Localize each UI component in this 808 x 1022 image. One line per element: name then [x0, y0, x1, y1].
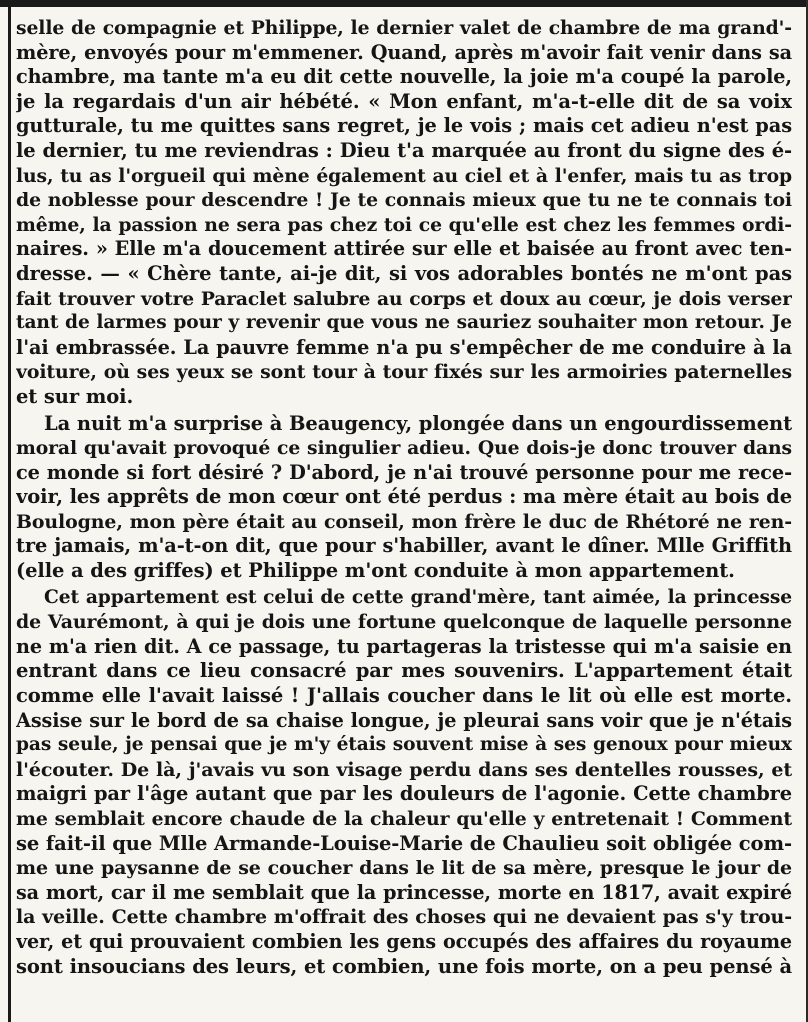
text-line: ver, et qui prouvaient combien les gens occupés des affaires du royaume — [16, 929, 792, 953]
text-line: de noblesse pour descendre ! Je te connais mieux que tu ne te connais toi — [16, 189, 792, 212]
text-line: selle de compagnie et Philippe, le dernier valet de chambre de ma grand'- — [16, 17, 792, 39]
text-line: même, la passion ne sera pas chez toi ce qu'elle est chez les femmes ordi- — [16, 213, 792, 236]
text-line: Boulogne, mon père était au conseil, mon frère le duc de Rhétoré ne ren- — [16, 510, 792, 533]
text-line: comme elle l'avait laissé ! J'allais coucher dans le lit où elle est morte. — [16, 684, 792, 708]
text-line: lus, tu as l'orgueil qui mène également au ciel et à l'enfer, mais tu as trop — [16, 164, 792, 187]
text-line: l'écouter. De là, j'avais vu son visage perdu dans ses dentelles rousses, et — [16, 758, 792, 781]
text-line: me une paysanne de se coucher dans le lit de sa mère, presque le jour de — [16, 857, 792, 880]
text-column — [16, 14, 792, 1018]
text-line: naires. » Elle m'a doucement attirée sur elle et baisée au front avec ten- — [16, 237, 792, 261]
text-line: Cet appartement est celui de cette grand'mère, tant aimée, la princesse — [44, 586, 792, 608]
text-line: moral qu'avait provoqué ce singulier adieu. Que dois-je donc trouver dans — [16, 437, 792, 460]
text-line: ce monde si fort désiré ? D'abord, je n'ai trouvé personne pour me rece- — [16, 460, 792, 484]
text-line: se fait-il que Mlle Armande-Louise-Marie de Chaulieu soit obligée com- — [16, 831, 792, 855]
text-line: chambre, ma tante m'a eu dit cette nouvelle, la joie m'a coupé la parole, — [16, 65, 792, 89]
text-line: l'ai embrassée. La pauvre femme n'a pu s'empêcher de me conduire à la — [16, 335, 792, 359]
top-border-rule — [0, 0, 808, 7]
text-line: gutturale, tu me quittes sans regret, je le vois ; mais cet adieu n'est pas — [16, 114, 792, 138]
paragraph-3 — [16, 586, 792, 980]
text-line: mère, envoyés pour m'emmener. Quand, après m'avoir fait venir dans sa — [16, 40, 792, 64]
text-line: fait trouver votre Paraclet salubre au corps et doux au cœur, je dois verser — [16, 287, 792, 310]
text-line: tant de larmes pour y revenir que vous ne sauriez souhaiter mon retour. Je — [16, 312, 792, 334]
text-line: de Vaurémont, à qui je dois une fortune quelconque de laquelle personne — [16, 611, 792, 634]
column-left-rule — [8, 0, 11, 1022]
text-line: ne m'a rien dit. A ce passage, tu partageras la tristesse qui m'a saisie en — [16, 634, 792, 658]
text-line: (elle a des griffes) et Philippe m'ont conduite à mon appartement. — [16, 559, 735, 583]
text-line: La nuit m'a surprise à Beaugency, plongée dans un engourdissement — [44, 411, 792, 435]
paragraph-1 — [16, 16, 792, 410]
text-line: maigri par l'âge autant que par les douleurs de l'agonie. Cette chambre — [16, 782, 792, 806]
text-line: la veille. Cette chambre m'offrait des choses qui ne devaient pas s'y trou- — [16, 906, 792, 929]
text-line: sont insoucians des leurs, et combien, une fois morte, on a peu pensé à — [16, 954, 792, 978]
paragraph-2 — [16, 412, 792, 584]
text-line: et sur moi. — [16, 384, 134, 408]
text-line: je la regardais d'un air hébété. « Mon enfant, m'a-t-elle dit de sa voix — [16, 89, 792, 113]
text-line: voiture, où ses yeux se sont tour à tour fixés sur les armoiries paternelles — [16, 361, 792, 384]
text-line: me semblait encore chaude de la chaleur qu'elle y entretenait ! Comment — [16, 808, 792, 830]
text-line: sa mort, car il me semblait que la princesse, morte en 1817, avait expiré — [16, 880, 792, 904]
text-line: voir, les apprêts de mon cœur ont été perdus : ma mère était au bois de — [16, 485, 792, 509]
text-line: tre jamais, m'a-t-on dit, que pour s'habiller, avant le dîner. Mlle Griffith — [16, 534, 792, 558]
text-line: dresse. — « Chère tante, ai-je dit, si vos adorables bontés ne m'ont pas — [16, 261, 792, 285]
text-line: Assise sur le bord de sa chaise longue, je pleurai sans voir que je n'étais — [16, 708, 792, 732]
text-line: pas seule, je pensai que je m'y étais souvent mise à ses genoux pour mieux — [16, 734, 792, 756]
text-line: le dernier, tu me reviendras : Dieu t'a marquée au front du signe des é- — [16, 138, 792, 162]
text-line: entrant dans ce lieu consacré par mes souvenirs. L'appartement était — [16, 659, 792, 683]
